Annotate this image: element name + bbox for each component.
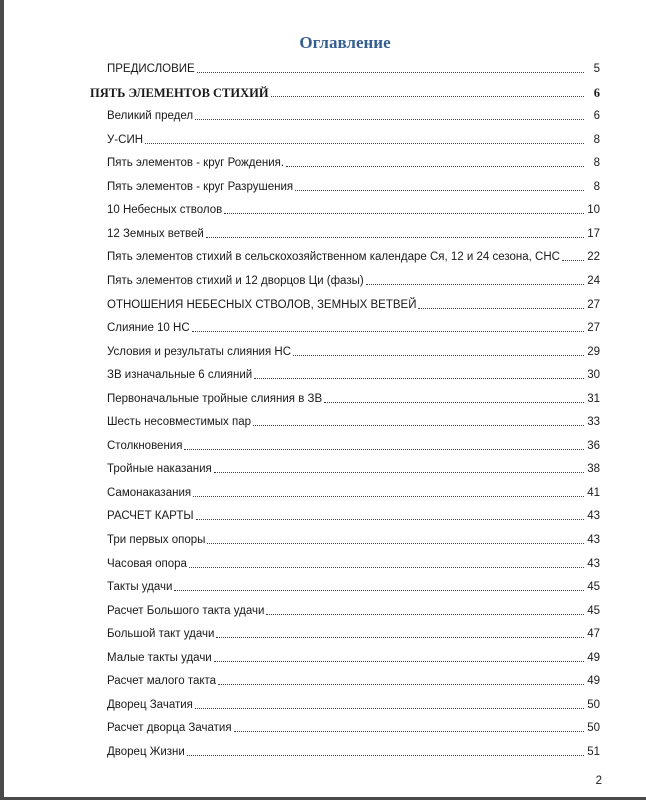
toc-entry-page: 43 — [587, 510, 600, 523]
toc-leader-dots — [295, 190, 584, 191]
toc-entry-page: 51 — [587, 745, 600, 758]
toc-leader-dots — [192, 331, 584, 332]
toc-entry-label: Расчет малого такта — [107, 675, 217, 688]
toc-entry-label: Пять элементов стихий в сельскохозяйственном календаре Ся, 12 и 24 сезона, СНС — [107, 251, 560, 264]
toc-leader-dots — [184, 449, 584, 450]
toc-entry-label: Самонаказания — [107, 486, 192, 499]
toc-entry[interactable] — [90, 105, 600, 129]
toc-leader-dots — [214, 472, 584, 473]
toc-entry[interactable] — [90, 364, 600, 388]
toc-entry[interactable] — [90, 623, 600, 647]
toc-entry-label: У-СИН — [107, 133, 144, 146]
page-left-edge — [0, 0, 4, 800]
toc-entry-label: 12 Земных ветвей — [107, 227, 204, 240]
toc-entry-label: Условия и результаты слияния НС — [107, 345, 292, 358]
toc-entry-label: Большой такт удачи — [107, 628, 215, 641]
toc-leader-dots — [418, 308, 584, 309]
toc-entry[interactable] — [90, 128, 600, 152]
toc-leader-dots — [207, 543, 584, 544]
toc-entry-label: 10 Небесных стволов — [107, 204, 223, 217]
toc-entry-label: ПРЕДИСЛОВИЕ — [107, 63, 195, 76]
toc-entry-page: 8 — [593, 133, 600, 146]
toc-entry-page: 47 — [587, 628, 600, 641]
toc-entry[interactable] — [90, 434, 600, 458]
toc-entry-label: Пять элементов - круг Разрушения — [107, 180, 294, 193]
toc-entry[interactable] — [90, 293, 600, 317]
toc-entry[interactable] — [90, 222, 600, 246]
toc-entry[interactable] — [90, 387, 600, 411]
toc-entry-label: Пять элементов - круг Рождения. — [107, 157, 285, 170]
footer-page-number: 2 — [595, 775, 602, 787]
toc-entry[interactable] — [90, 481, 600, 505]
toc-title: Оглавление — [299, 33, 391, 52]
toc-entry-label: Дворец Зачатия — [107, 698, 193, 711]
toc-entry[interactable] — [90, 505, 600, 529]
toc-entry[interactable] — [90, 528, 600, 552]
toc-entry-label: ПЯТЬ ЭЛЕМЕНТОВ СТИХИЙ — [90, 85, 269, 100]
toc-entry-page: 49 — [587, 675, 600, 688]
toc-leader-dots — [562, 260, 584, 261]
toc-leader-dots — [234, 731, 584, 732]
toc-entry-page: 8 — [593, 180, 600, 193]
toc-entry-label: Дворец Жизни — [107, 745, 185, 758]
toc-entry-page: 17 — [587, 227, 600, 240]
toc-entry-page: 50 — [587, 698, 600, 711]
toc-leader-dots — [253, 425, 584, 426]
toc-entry[interactable] — [90, 340, 600, 364]
toc-entry-label: Расчет Большого такта удачи — [107, 604, 265, 617]
toc-leader-dots — [266, 614, 584, 615]
toc-entry[interactable] — [90, 175, 600, 199]
toc-entry[interactable] — [90, 269, 600, 293]
toc-entry[interactable] — [90, 458, 600, 482]
toc-entry-page: 8 — [593, 157, 600, 170]
toc-leader-dots — [271, 96, 584, 97]
toc-leader-dots — [366, 284, 584, 285]
toc-entry-page: 45 — [587, 581, 600, 594]
toc-entry[interactable] — [90, 152, 600, 176]
toc-entry-page: 27 — [587, 298, 600, 311]
toc-leader-dots — [218, 684, 584, 685]
toc-entry-page: 6 — [593, 85, 600, 100]
toc-entry-label: Три первых опоры — [107, 533, 206, 546]
toc-entry-label: Часовая опора — [107, 557, 187, 570]
toc-leader-dots — [145, 143, 584, 144]
toc-entry[interactable] — [90, 646, 600, 670]
toc-leader-dots — [189, 567, 584, 568]
toc-entry[interactable] — [90, 317, 600, 341]
toc-entry-page: 38 — [587, 463, 600, 476]
toc-entry-label: Такты удачи — [107, 581, 173, 594]
toc-leader-dots — [187, 755, 584, 756]
toc-leader-dots — [216, 637, 584, 638]
toc-entry-label: Великий предел — [107, 110, 194, 123]
toc-entry[interactable] — [90, 576, 600, 600]
toc-entry-label: Расчет дворца Зачатия — [107, 722, 232, 735]
toc-leader-dots — [324, 402, 584, 403]
toc-entry[interactable] — [90, 740, 600, 764]
toc-entry-page: 43 — [587, 557, 600, 570]
toc-entry-page: 33 — [587, 416, 600, 429]
toc-entry-page: 41 — [587, 486, 600, 499]
toc-entry-page: 10 — [587, 204, 600, 217]
toc-entry-page: 22 — [587, 251, 600, 264]
toc-entry-label: ОТНОШЕНИЯ НЕБЕСНЫХ СТВОЛОВ, ЗЕМНЫХ ВЕТВЕЙ — [107, 298, 417, 311]
toc-entry-page: 6 — [593, 110, 600, 123]
toc-entry-page: 43 — [587, 533, 600, 546]
toc-entry-page: 5 — [593, 63, 600, 76]
toc-leader-dots — [174, 590, 584, 591]
toc-entry-label: Малые такты удачи — [107, 651, 212, 664]
toc-entry-label: Тройные наказания — [107, 463, 212, 476]
toc-list — [90, 58, 600, 764]
toc-leader-dots — [193, 496, 584, 497]
toc-entry-label: Первоначальные тройные слияния в ЗВ — [107, 392, 323, 405]
toc-entry-label: РАСЧЕТ КАРТЫ — [107, 510, 194, 523]
toc-entry[interactable] — [90, 411, 600, 435]
toc-entry-label: Шесть несовместимых пар — [107, 416, 252, 429]
toc-entry-page: 50 — [587, 722, 600, 735]
toc-leader-dots — [254, 378, 584, 379]
toc-entry[interactable] — [90, 81, 600, 105]
toc-entry[interactable] — [90, 717, 600, 741]
toc-entry-label: Столкновения — [107, 439, 183, 452]
toc-entry[interactable] — [90, 552, 600, 576]
toc-entry-page: 27 — [587, 322, 600, 335]
toc-leader-dots — [195, 119, 584, 120]
toc-entry-label: Слияние 10 НС — [107, 322, 190, 335]
toc-content — [90, 33, 600, 764]
toc-entry[interactable] — [90, 58, 600, 82]
toc-leader-dots — [286, 166, 584, 167]
toc-entry[interactable] — [90, 246, 600, 270]
toc-leader-dots — [195, 708, 584, 709]
toc-leader-dots — [197, 72, 584, 73]
toc-entry[interactable] — [90, 199, 600, 223]
toc-entry-label: Пять элементов стихий и 12 дворцов Ци (фазы) — [107, 274, 364, 287]
toc-leader-dots — [224, 213, 584, 214]
toc-entry-page: 29 — [587, 345, 600, 358]
toc-entry[interactable] — [90, 599, 600, 623]
toc-leader-dots — [214, 661, 584, 662]
toc-entry-page: 30 — [587, 369, 600, 382]
toc-entry-page: 49 — [587, 651, 600, 664]
toc-entry-page: 45 — [587, 604, 600, 617]
toc-leader-dots — [196, 519, 584, 520]
toc-entry[interactable] — [90, 693, 600, 717]
toc-entry-page: 36 — [587, 439, 600, 452]
toc-entry-label: ЗВ изначальные 6 слияний — [107, 369, 253, 382]
toc-entry[interactable] — [90, 670, 600, 694]
toc-leader-dots — [206, 237, 584, 238]
toc-entry-page: 24 — [587, 274, 600, 287]
toc-leader-dots — [293, 355, 584, 356]
toc-entry-page: 31 — [587, 392, 600, 405]
